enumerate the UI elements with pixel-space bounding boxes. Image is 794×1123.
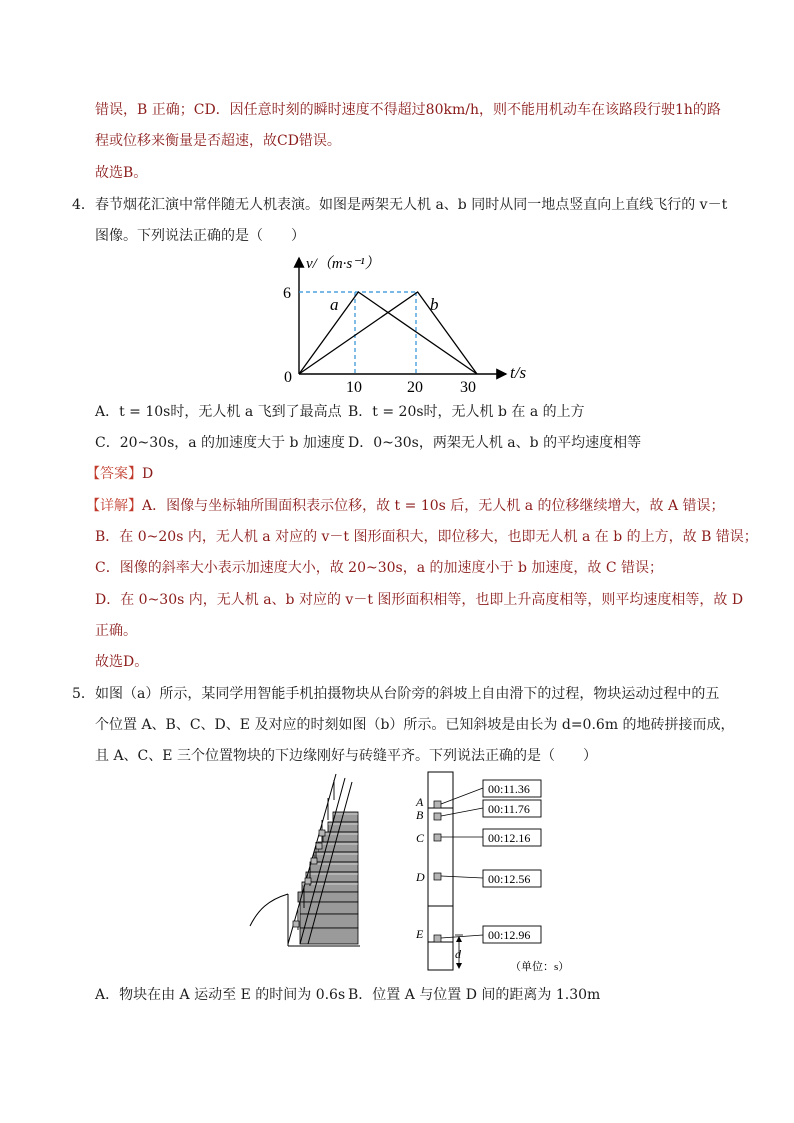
x-axis-label: t/s bbox=[510, 363, 527, 382]
question-5-number: 5． bbox=[72, 686, 95, 702]
prev-solution-conclusion: 故选B。 bbox=[95, 165, 148, 181]
series-a-label: a bbox=[330, 295, 339, 314]
time-d: 00:12.56 bbox=[488, 872, 531, 886]
series-b-label: b bbox=[430, 295, 439, 314]
question-4-option-b: B．t = 20s时，无人机 b 在 a 的上方 bbox=[348, 404, 585, 420]
time-b: 00:11.76 bbox=[488, 802, 530, 816]
detail-a-text: A．图像与坐标轴所围面积表示位移，故 t = 10s 后，无人机 a 的位移继续增大，故 A 错误； bbox=[142, 498, 725, 514]
vt-graph bbox=[270, 252, 540, 397]
x-tick-30: 30 bbox=[460, 379, 476, 396]
x-tick-20: 20 bbox=[407, 379, 423, 396]
time-e: 00:12.96 bbox=[488, 928, 531, 942]
y-tick-6: 6 bbox=[283, 285, 291, 302]
question-4-option-a: A．t = 10s时，无人机 a 飞到了最高点 bbox=[95, 404, 342, 420]
question-4-detail-c: C．图像的斜率大小表示加速度大小，故 20~30s，a 的加速度小于 b 加速度，故 C 错误； bbox=[95, 560, 663, 576]
time-a: 00:11.36 bbox=[488, 782, 530, 796]
figure-b-timeline bbox=[410, 770, 580, 980]
question-4-stem-line-1: 春节烟花汇演中常伴随无人机表演。如图是两架无人机 a、b 同时从同一地点竖直向上直线飞行的 v－t bbox=[95, 197, 728, 213]
question-5-stem-line-1: 如图（a）所示，某同学用智能手机拍摄物块从台阶旁的斜坡上自由滑下的过程，物块运动过程中的五 bbox=[95, 686, 720, 702]
question-4-detail-d-line-2: 正确。 bbox=[95, 623, 137, 639]
d-label: d bbox=[455, 947, 461, 961]
position-a: A bbox=[416, 795, 424, 809]
position-d: D bbox=[416, 870, 425, 884]
question-4-option-d: D．0~30s，两架无人机 a、b 的平均速度相等 bbox=[348, 435, 642, 451]
question-4-detail-b: B．在 0~20s 内，无人机 a 对应的 v－t 图形面积大，即位移大，也即无人机 a 在 b 的上方，故 B 错误； bbox=[95, 529, 758, 545]
origin-label: 0 bbox=[284, 369, 292, 386]
question-4-conclusion: 故选D。 bbox=[95, 654, 149, 670]
question-4-stem-line-2: 图像。下列说法正确的是（ ） bbox=[95, 228, 305, 244]
prev-solution-line-2: 程或位移来衡量是否超速，故CD错误。 bbox=[95, 133, 341, 149]
position-c: C bbox=[416, 831, 425, 845]
question-5-stem-line-2: 个位置 A、B、C、D、E 及对应的时刻如图（b）所示。已知斜坡是由长为 d=0.6m 的地砖拼接而成， bbox=[95, 717, 735, 733]
unit-note: （单位：s） bbox=[510, 961, 570, 973]
question-4-option-c: C．20~30s，a 的加速度大于 b 加速度 bbox=[95, 435, 345, 451]
question-4-detail-a bbox=[86, 496, 725, 516]
x-tick-10: 10 bbox=[346, 379, 362, 396]
question-4-detail-d-line-1: D．在 0~30s 内，无人机 a、b 对应的 v－t 图形面积相等，也即上升高度相等，则平均速度相等，故 D bbox=[95, 592, 744, 608]
position-e: E bbox=[416, 927, 424, 941]
time-c: 00:12.16 bbox=[488, 831, 531, 845]
figure-a-staircase bbox=[248, 770, 363, 952]
question-5-option-a: A．物块在由 A 运动至 E 的时间为 0.6s bbox=[95, 987, 346, 1003]
prev-solution-line-1: 错误，B 正确；CD．因任意时刻的瞬时速度不得超过80km/h，则不能用机动车在该路段行驶1h的路 bbox=[95, 102, 721, 118]
series-b-line bbox=[299, 292, 477, 374]
detail-tag: 【详解】 bbox=[86, 498, 142, 514]
question-4-answer bbox=[86, 464, 153, 484]
position-b: B bbox=[416, 808, 424, 822]
series-a-line bbox=[299, 292, 477, 374]
question-5-stem-line-3: 且 A、C、E 三个位置物块的下边缘刚好与砖缝平齐。下列说法正确的是（ ） bbox=[95, 748, 597, 764]
y-axis-label: v/（m·s⁻¹） bbox=[306, 256, 380, 272]
question-5-option-b: B．位置 A 与位置 D 间的距离为 1.30m bbox=[348, 987, 601, 1003]
question-4-number: 4． bbox=[72, 197, 95, 213]
answer-value: D bbox=[142, 466, 154, 482]
answer-tag: 【答案】 bbox=[86, 466, 142, 482]
